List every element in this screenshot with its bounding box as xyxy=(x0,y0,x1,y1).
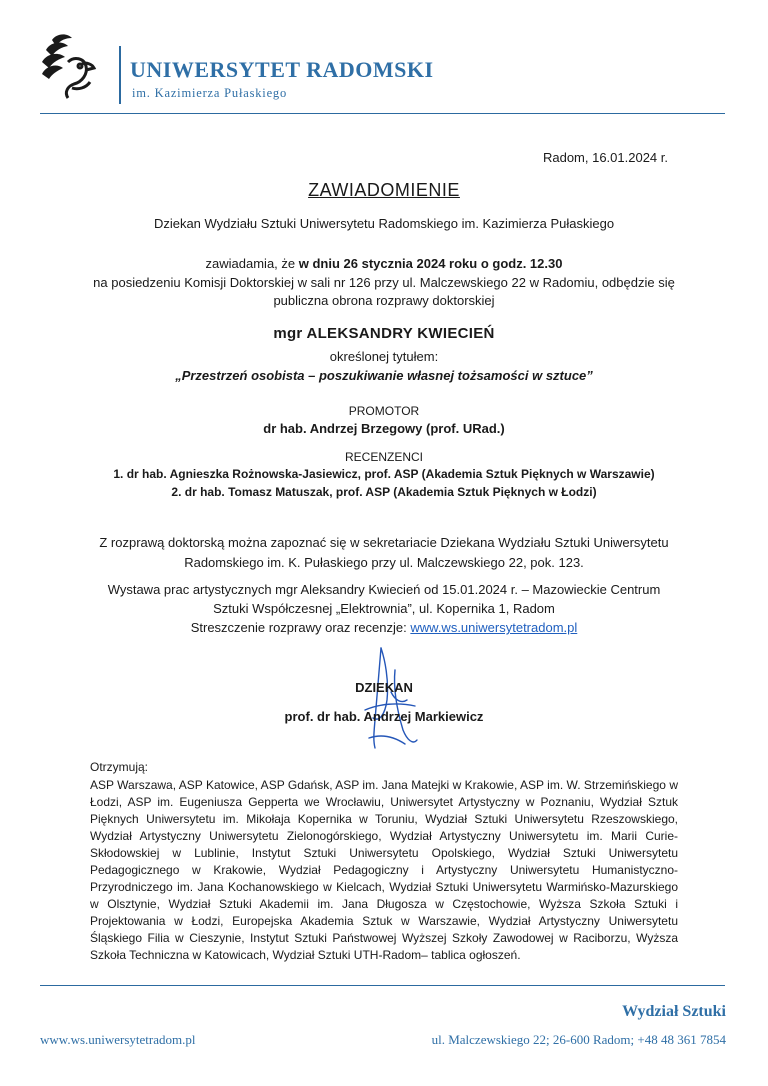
info-line-2: Radomskiego im. K. Pułaskiego przy ul. Malczewskiego 22, pok. 123. xyxy=(184,555,584,570)
recipients-list: ASP Warszawa, ASP Katowice, ASP Gdańsk, ASP im. Jana Matejki w Krakowie, ASP im. W. Strzemińskiego w Łodzi, ASP im. Eugeniusza Gepperta we Wrocławiu, Uniwersytet Artystyczny w Poznaniu, Wydział Sztuk Pięknych Uniwersytetu im. Mikołaja Kopernika w Toruniu, Wydział Sztuki Uniwersytetu Rzeszowskiego, Wydział Artystyczny Uniwersytetu Zielonogórskiego, Wydział Artystyczny Uniwersytetu im. Marii Curie-Skłodowskiej w Lublinie, Instytut Sztuki Uniwersytetu Opolskiego, Wydział Sztuki Uniwersytetu Pedagogicznego w Krakowie, Wydział Pedagogiczny i Artystyczny Uniwersytetu Humanistyczno-Przyrodniczego im. Jana Kochanowskiego w Kielcach, Wydział Sztuki Uniwersytetu Warmińsko-Mazurskiego w Olsztynie, Wydział Sztuki Akademii im. Jana Długosza w Częstochowie, Wyższa Szkoła Sztuki i Projektowania w Łodzi, Europejska Akademia Sztuk w Warszawie, Wydział Artystyczny Uniwersytetu Śląskiego Filia w Cieszynie, Instytut Sztuki Państwowej Wyższej Szkoły Zawodowej w Raciborzu, Wyższa Szkoła Techniczna w Katowicach, Wydział Sztuki UTH-Radom– tablica ogłoszeń. xyxy=(90,778,678,962)
footer-faculty: Wydział Sztuki xyxy=(622,1003,726,1020)
dean-name: prof. dr hab. Andrzej Markiewicz xyxy=(284,709,484,724)
reviewer-1: 1. dr hab. Agnieszka Rożnowska-Jasiewicz, prof. ASP (Akademia Sztuk Pięknych w Warszawie) xyxy=(113,467,655,481)
footer-website-link[interactable]: www.ws.uniwersytetradom.pl xyxy=(40,1032,196,1047)
dean-line: Dziekan Wydziału Sztuki Uniwersytetu Radomskiego im. Kazimierza Pułaskiego xyxy=(153,216,615,231)
exhibition-line-3 xyxy=(40,620,728,635)
promotor-name: dr hab. Andrzej Brzegowy (prof. URad.) xyxy=(263,421,505,436)
exhibition-line-1: Wystawa prac artystycznych mgr Aleksandry Kwiecień od 15.01.2024 r. – Mazowieckie Centrum xyxy=(107,582,661,597)
exhibition-line-2: Sztuki Współczesnej „Elektrownia”, ul. Kopernika 1, Radom xyxy=(213,601,555,616)
university-eagle-logo-icon xyxy=(38,32,110,104)
titled-label: określonej tytułem: xyxy=(329,349,439,364)
reviewers-heading: RECENZENCI xyxy=(344,450,423,464)
notice-line-2: na posiedzeniu Komisji Doktorskiej w sali nr 126 przy ul. Malczewskiego 22 w Radomiu, odbędzie się xyxy=(93,275,675,290)
header-divider xyxy=(119,46,121,104)
info-line-1: Z rozprawą doktorską można zapoznać się w sekretariacie Dziekana Wydziału Sztuki Uniwersytetu xyxy=(99,535,669,550)
notice-line-3: publiczna obrona rozprawy doktorskiej xyxy=(273,293,495,308)
dean-title: DZIEKAN xyxy=(355,680,413,695)
notice-datetime: w dniu 26 stycznia 2024 roku o godz. 12.30 xyxy=(298,256,563,271)
university-subtitle: im. Kazimierza Pułaskiego xyxy=(132,86,288,100)
reviewer-2: 2. dr hab. Tomasz Matuszak, prof. ASP (Akademia Sztuk Pięknych w Łodzi) xyxy=(171,485,597,499)
candidate-name: mgr ALEKSANDRY KWIECIEŃ xyxy=(273,325,495,342)
handwritten-signature xyxy=(345,640,435,755)
abstract-label: Streszczenie rozprawy oraz recenzje: xyxy=(190,620,411,635)
header-rule xyxy=(40,113,725,114)
document-title: ZAWIADOMIENIE xyxy=(308,180,460,200)
university-name: UNIWERSYTET RADOMSKI xyxy=(130,57,434,82)
notice-line-1 xyxy=(40,256,728,271)
notice-prefix: zawiadamia, że xyxy=(205,256,299,271)
footer-address: ul. Malczewskiego 22; 26-600 Radom; +48 48 361 7854 xyxy=(431,1032,726,1047)
faculty-website-link[interactable]: www.ws.uniwersytetradom.pl xyxy=(410,620,578,635)
thesis-title: „Przestrzeń osobista – poszukiwanie własnej tożsamości w sztuce” xyxy=(175,368,593,383)
promotor-heading: PROMOTOR xyxy=(348,404,420,418)
footer-rule xyxy=(40,985,725,986)
document-date: Radom, 16.01.2024 r. xyxy=(542,150,668,165)
recipients-heading: Otrzymują: xyxy=(90,760,149,774)
